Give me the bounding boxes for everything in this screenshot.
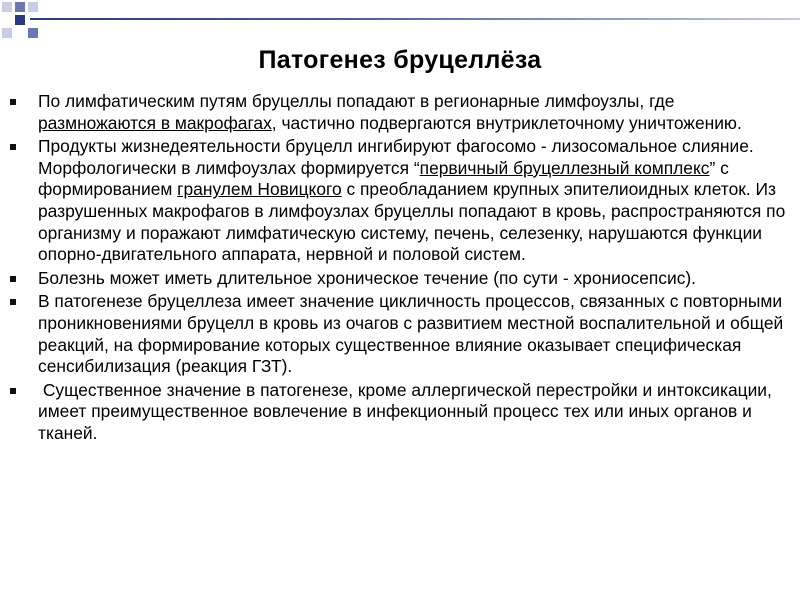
decor-square-2 xyxy=(15,2,25,12)
bullet-item-4 xyxy=(8,291,788,377)
bullet-4-text: В патогенезе бруцеллеза имеет значение цикличность процессов, связанных с повторными проникновениями бруцелл в кровь из очагов с развитием местной воспалительной и общей реакций, на формирование которых существенное влияние оказывает специфическая сенсибилизация (реакция ГЗТ). xyxy=(38,291,784,377)
bullet-square-icon xyxy=(10,99,16,105)
bullet-2-text-b: ” с формированием xyxy=(38,157,729,200)
decor-square-4 xyxy=(15,15,25,25)
bullet-item-1 xyxy=(8,91,788,134)
bullet-2-text-c: с преобладанием крупных эпителиоидных клеток. Из разрушенных макрофагов в лимфоузлах бруцеллы попадают в кровь, распространяются по организму и поражают лимфатическую систему, печень, селезенку, нарушаются функции опорно-двигательного аппарата, нервной и половой систем. xyxy=(38,179,786,265)
decor-square-6 xyxy=(28,28,38,38)
bullet-5-text: Существенное значение в патогенезе, кроме аллергической перестройки и интоксикации, имеет преимущественное вовлечение в инфекционный процесс тех или иных органов и тканей. xyxy=(38,379,777,443)
bullet-1-text-a: По лимфатическим путям бруцеллы попадают в регионарные лимфоузлы, где xyxy=(38,91,675,111)
decor-square-5 xyxy=(2,28,12,38)
bullet-item-5 xyxy=(8,380,788,445)
slide-title: Патогенез бруцеллёза xyxy=(258,46,542,74)
bullet-item-3 xyxy=(8,268,788,290)
decor-square-3 xyxy=(28,2,38,12)
bullet-2-link-novitsky-granulomas[interactable]: гранулем Новицкого xyxy=(177,179,342,200)
bullet-square-icon xyxy=(10,299,16,305)
bullet-square-icon xyxy=(10,276,16,282)
decor-square-1 xyxy=(2,2,12,12)
bullet-2-link-primary-complex[interactable]: первичный бруцеллезный комплекс xyxy=(419,157,710,178)
bullet-1-text-b: , частично подвергаются внутриклеточному уничтожению. xyxy=(271,112,742,133)
header-divider-line xyxy=(30,18,800,20)
bullet-item-2 xyxy=(8,136,788,266)
bullet-square-icon xyxy=(10,144,16,150)
bullet-square-icon xyxy=(10,388,16,394)
bullet-1-link-macrophages[interactable]: размножаются в макрофагах xyxy=(38,112,272,133)
bullet-2-text-a: Продукты жизнедеятельности бруцелл ингибируют фагосомо - лизосомальное слияние. Морфологически в лимфоузлах формируется “ xyxy=(38,136,754,178)
bullet-3-text: Болезнь может иметь длительное хроническое течение (по сути - хрониосепсис). xyxy=(38,267,697,288)
slide-body xyxy=(8,91,788,447)
